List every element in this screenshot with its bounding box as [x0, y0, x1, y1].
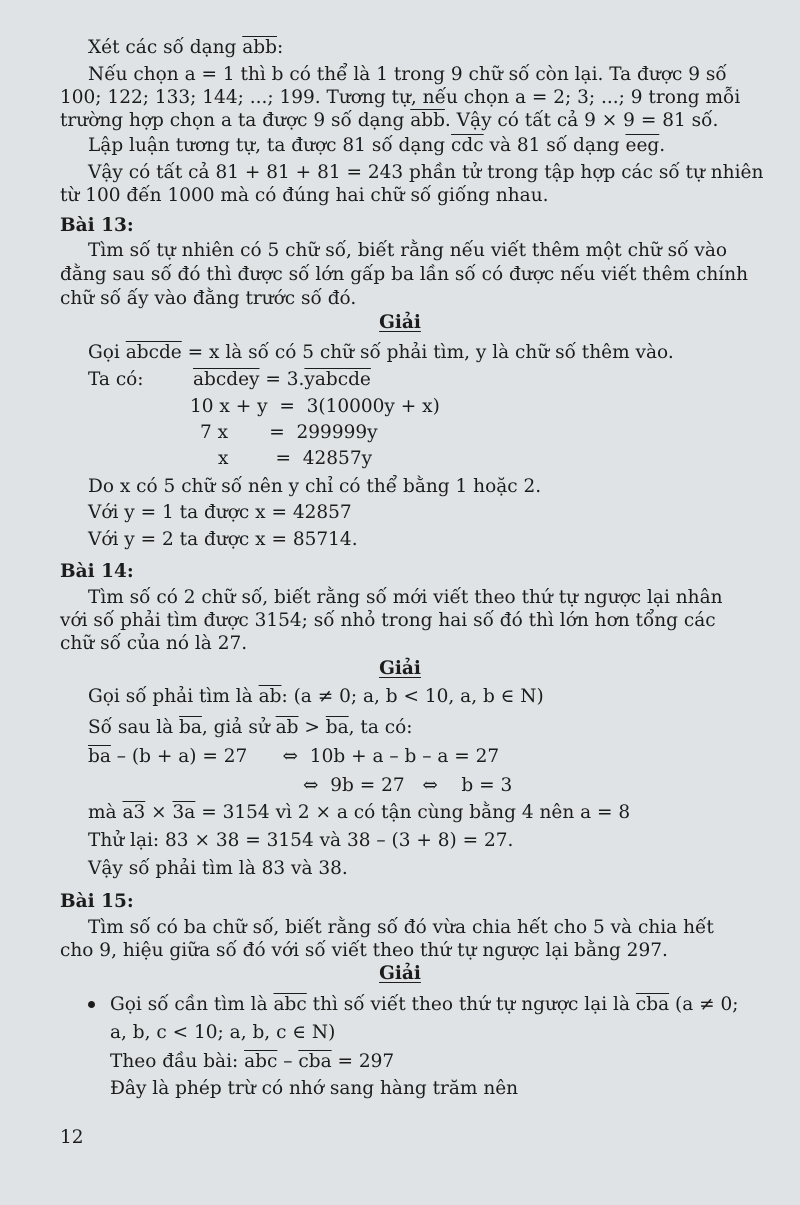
text-line: Gọi số cần tìm là $\overline{abc}$ thì số viết theo thứ tự ngược lại là $\overline{cba}$ (a ≠ 0;: [110, 994, 739, 1015]
exercise-heading: Bài 15:: [60, 891, 134, 912]
text-line: mà a3 × 3a = 3154 vì 2 × a có tận cùng bằng 4 nên a = 8: [88, 802, 631, 823]
solution-heading: Giải: [379, 963, 421, 984]
text-line: Tìm số tự nhiên có 5 chữ số, biết rằng nếu viết thêm một chữ số vào: [88, 240, 727, 261]
text-line: Ta có:: [88, 369, 144, 390]
text-line: Thử lại: 83 × 38 = 3154 và 38 – (3 + 8) = 27.: [88, 830, 514, 851]
math-line: $\overline{ba} - (b + a) = 27$ ⇔ 10b + a – b – a = 27: [88, 746, 500, 767]
text-line: Xét các số dạng $\overline{abb}$:: [88, 37, 284, 58]
text-line: chữ số ấy vào đằng trước số đó.: [60, 288, 357, 309]
text-line: a, b, c < 10; a, b, c ∈ N): [110, 1022, 336, 1043]
text-line: đằng sau số đó thì được số lớn gấp ba lần số có được nếu viết thêm chính: [60, 264, 749, 285]
math-line: ⇔ 9b = 27 ⇔ b = 3: [303, 775, 513, 796]
text-line: Nếu chọn a = 1 thì b có thể là 1 trong 9 chữ số còn lại. Ta được 9 số: [88, 64, 727, 85]
solution-heading: Giải: [379, 658, 421, 679]
text-line: Gọi abcde = x là số có 5 chữ số phải tìm, y là chữ số thêm vào.: [88, 342, 674, 363]
text-line: Vậy có tất cả 81 + 81 + 81 = 243 phần tử trong tập hợp các số tự nhiên: [88, 162, 764, 183]
exercise-heading: Bài 14:: [60, 561, 134, 582]
text-line: Vậy số phải tìm là 83 và 38.: [88, 858, 348, 879]
solution-heading: Giải: [379, 312, 421, 333]
text-line: chữ số của nó là 27.: [60, 633, 248, 654]
text-line: trường hợp chọn a ta được 9 số dạng $\overline{abb}$. Vậy có tất cả 9 × 9 = 81 số.: [60, 110, 719, 131]
text-line: Gọi số phải tìm là $\overline{ab}$: (a ≠ 0; a, b < 10, a, b ∈ N): [88, 686, 544, 707]
exercise-heading: Bài 13:: [60, 215, 134, 236]
page-number: 12: [60, 1127, 84, 1148]
text-line: với số phải tìm được 3154; số nhỏ trong hai số đó thì lớn hơn tổng các: [60, 610, 716, 631]
bullet-icon: [88, 1001, 95, 1008]
math-line: 7 x = 299999y: [200, 422, 378, 443]
text-line: Với y = 2 ta được x = 85714.: [88, 529, 358, 550]
math-line: x = 42857y: [218, 448, 373, 469]
math-line: 10 x + y = 3(10000y + x): [190, 396, 440, 417]
text-line: Số sau là $\overline{ba}$, giả sử $\overline{ab} > \overline{ba}$, ta có:: [88, 717, 413, 738]
text-line: 100; 122; 133; 144; ...; 199. Tương tự, nếu chọn a = 2; 3; ...; 9 trong mỗi: [60, 87, 741, 108]
text-line: Lập luận tương tự, ta được 81 số dạng $\overline{cdc}$ và 81 số dạng $\overline{eeg}$.: [88, 135, 666, 156]
text-line: Tìm số có 2 chữ số, biết rằng số mới viết theo thứ tự ngược lại nhân: [88, 587, 723, 608]
text-line: Đây là phép trừ có nhớ sang hàng trăm nên: [110, 1078, 519, 1099]
text-line: từ 100 đến 1000 mà có đúng hai chữ số giống nhau.: [60, 185, 549, 206]
text-line: Theo đầu bài: $\overline{abc} - \overline{cba} = 297$: [110, 1051, 395, 1072]
text-line: Tìm số có ba chữ số, biết rằng số đó vừa chia hết cho 5 và chia hết: [88, 917, 714, 938]
text-line: Với y = 1 ta được x = 42857: [88, 502, 352, 523]
text-line: Do x có 5 chữ số nên y chỉ có thể bằng 1 hoặc 2.: [88, 476, 542, 497]
math-line: abcdey = 3.yabcde: [193, 369, 371, 390]
text-line: cho 9, hiệu giữa số đó với số viết theo thứ tự ngược lại bằng 297.: [60, 940, 668, 961]
